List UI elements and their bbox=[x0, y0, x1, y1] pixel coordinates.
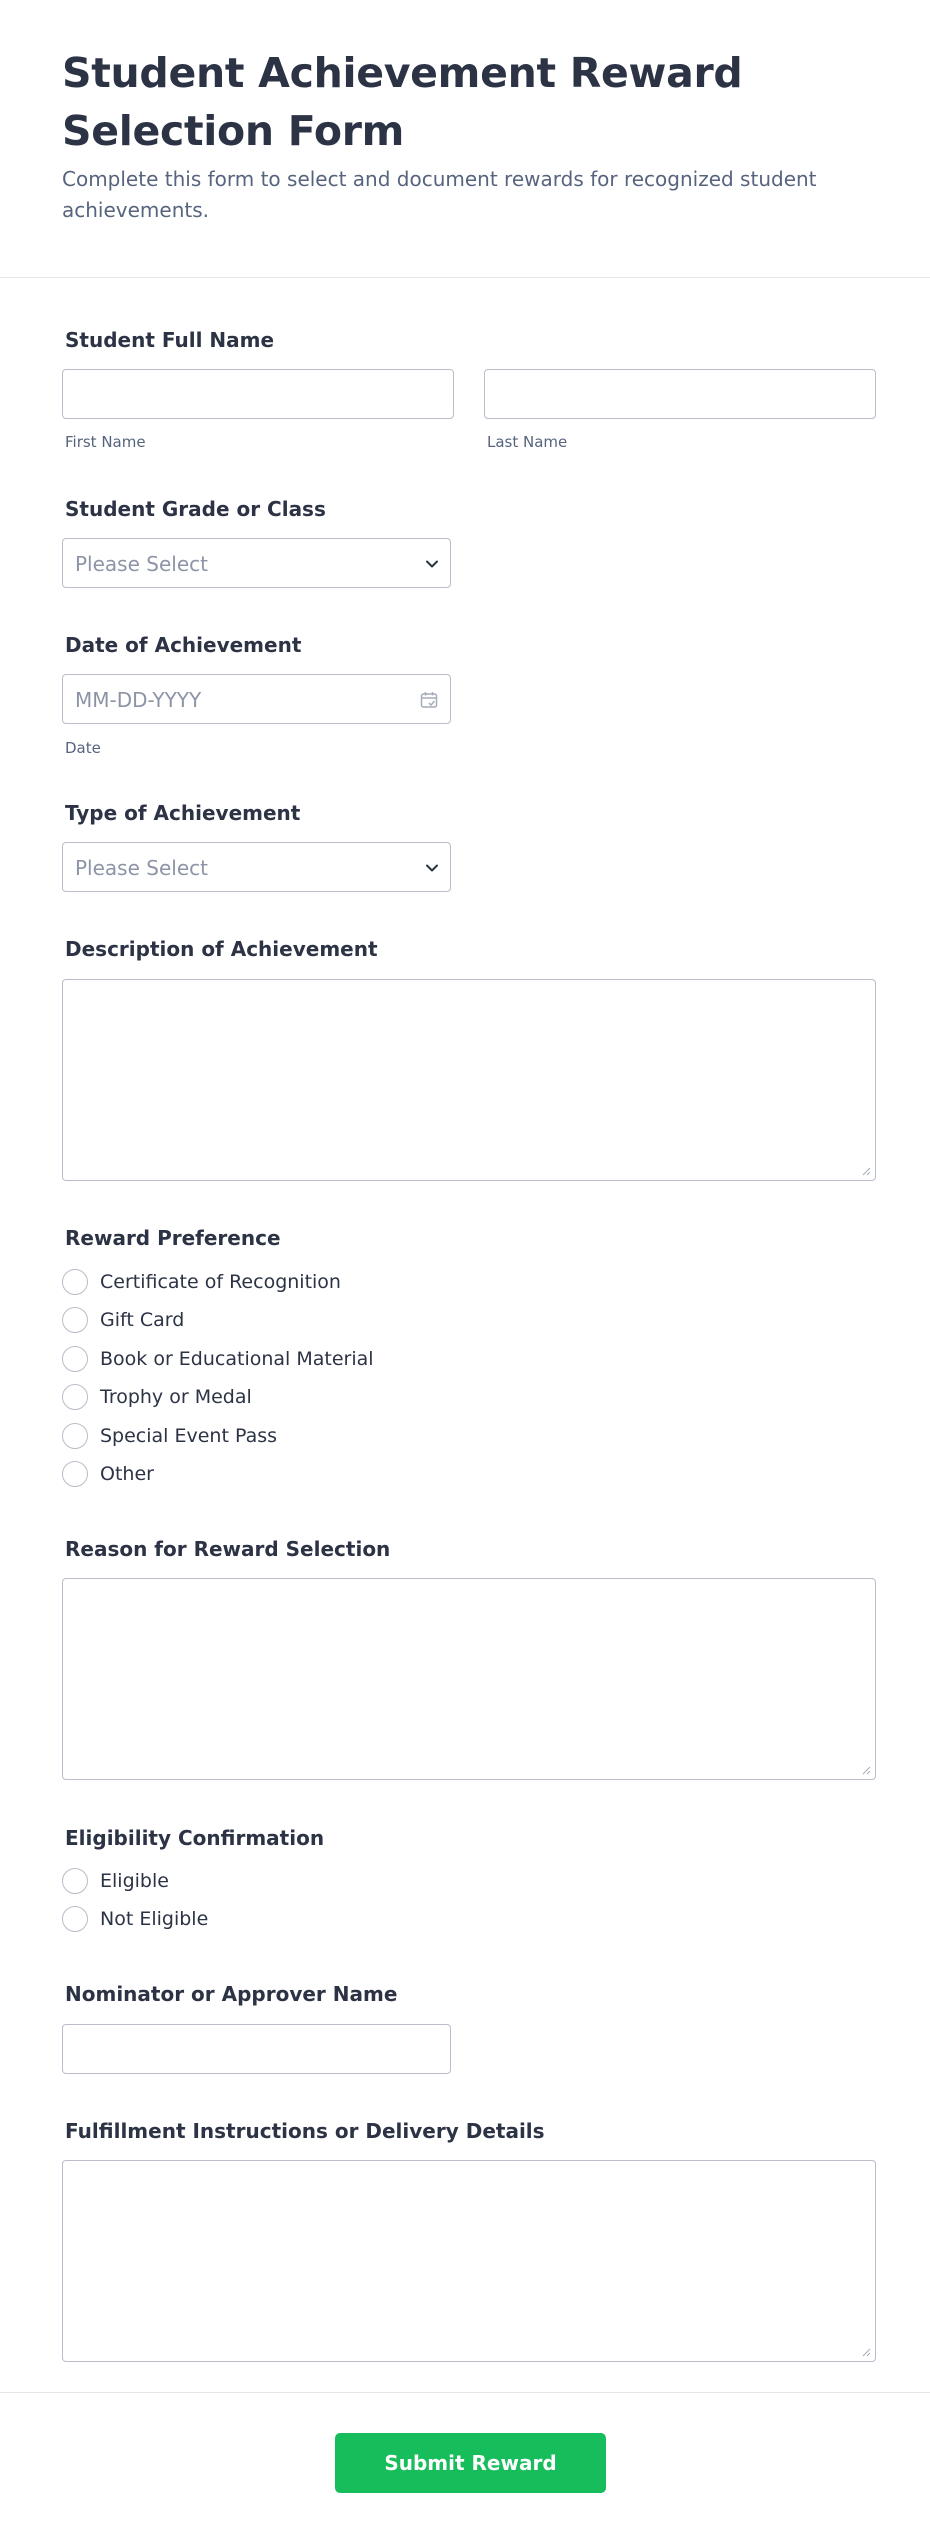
fulfillment-label: Fulfillment Instructions or Delivery Details bbox=[65, 2119, 545, 2143]
achievement-type-select[interactable] bbox=[62, 842, 451, 892]
fulfillment-textarea[interactable] bbox=[62, 2160, 876, 2362]
submit-button[interactable]: Submit Reward Selection bbox=[335, 2433, 606, 2493]
full-name-label: Student Full Name bbox=[65, 328, 275, 352]
radio-label: Eligible bbox=[100, 1870, 169, 1892]
form-header bbox=[0, 0, 930, 278]
last-name-sublabel: Last Name bbox=[487, 433, 568, 451]
page-subtitle: Complete this form to select and document rewards for recognized student achievements. bbox=[62, 167, 817, 222]
grade-select[interactable] bbox=[62, 538, 451, 588]
radio-label: Book or Educational Material bbox=[100, 1348, 374, 1370]
radio-label: Certificate of Recognition bbox=[100, 1271, 341, 1293]
first-name-input[interactable] bbox=[62, 369, 454, 419]
reward-option-trophy[interactable] bbox=[62, 1384, 462, 1410]
radio-button[interactable] bbox=[62, 1384, 88, 1410]
radio-button[interactable] bbox=[62, 1307, 88, 1333]
radio-label: Gift Card bbox=[100, 1309, 185, 1331]
grade-select-value: Please Select bbox=[75, 552, 208, 576]
radio-button[interactable] bbox=[62, 1423, 88, 1449]
nominator-input[interactable] bbox=[62, 2024, 451, 2074]
radio-label: Other bbox=[100, 1463, 154, 1485]
achievement-type-label: Type of Achievement bbox=[65, 801, 301, 825]
eligibility-option-not-eligible[interactable] bbox=[62, 1906, 462, 1932]
first-name-sublabel: First Name bbox=[65, 433, 146, 451]
last-name-input[interactable] bbox=[484, 369, 876, 419]
resize-handle-icon[interactable] bbox=[861, 1166, 871, 1176]
grade-label: Student Grade or Class bbox=[65, 497, 326, 521]
radio-button[interactable] bbox=[62, 1906, 88, 1932]
date-input[interactable] bbox=[62, 674, 451, 724]
reward-option-event-pass[interactable] bbox=[62, 1423, 462, 1449]
reward-option-other[interactable] bbox=[62, 1461, 462, 1487]
date-sublabel: Date bbox=[65, 739, 101, 757]
nominator-label: Nominator or Approver Name bbox=[65, 1982, 398, 2006]
radio-label: Special Event Pass bbox=[100, 1425, 278, 1447]
radio-label: Trophy or Medal bbox=[100, 1386, 252, 1408]
resize-handle-icon[interactable] bbox=[861, 2347, 871, 2357]
date-label: Date of Achievement bbox=[65, 633, 302, 657]
achievement-type-select-value: Please Select bbox=[75, 856, 208, 880]
reward-option-book[interactable] bbox=[62, 1346, 462, 1372]
reason-textarea[interactable] bbox=[62, 1578, 876, 1780]
resize-handle-icon[interactable] bbox=[861, 1765, 871, 1775]
radio-button[interactable] bbox=[62, 1269, 88, 1295]
chevron-down-icon bbox=[425, 557, 439, 571]
reward-option-gift-card[interactable] bbox=[62, 1307, 462, 1333]
date-input-placeholder: MM-DD-YYYY bbox=[75, 688, 202, 712]
reason-label: Reason for Reward Selection bbox=[65, 1537, 391, 1561]
radio-button[interactable] bbox=[62, 1461, 88, 1487]
description-label: Description of Achievement bbox=[65, 937, 378, 961]
calendar-icon[interactable] bbox=[420, 691, 438, 709]
eligibility-option-eligible[interactable] bbox=[62, 1868, 462, 1894]
reward-preference-label: Reward Preference bbox=[65, 1226, 281, 1250]
description-textarea[interactable] bbox=[62, 979, 876, 1181]
radio-button[interactable] bbox=[62, 1346, 88, 1372]
reward-option-certificate[interactable] bbox=[62, 1269, 462, 1295]
form-footer bbox=[0, 2392, 930, 2540]
radio-label: Not Eligible bbox=[100, 1908, 209, 1930]
page-title: Student Achievement Reward Selection Form bbox=[62, 49, 743, 155]
chevron-down-icon bbox=[425, 861, 439, 875]
eligibility-label: Eligibility Confirmation bbox=[65, 1826, 325, 1850]
radio-button[interactable] bbox=[62, 1868, 88, 1894]
